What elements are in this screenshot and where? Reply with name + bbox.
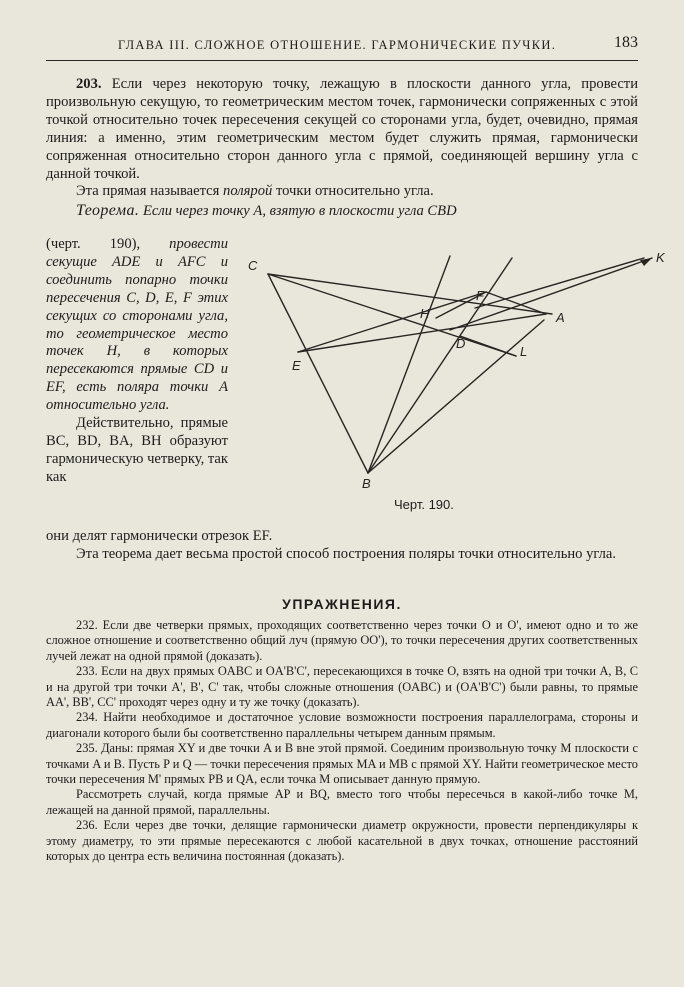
- section-203: [46, 76, 638, 221]
- figure-reference: (черт. 190),: [46, 236, 170, 252]
- label-b: B: [362, 476, 371, 490]
- theorem-statement: провести секущие ADE и AFC и соединить попарно точки пересечения C, D, E, F этих секущих со сторонами угла, то геометрическое место точек H, в которых пересекаются прямые CD и EF, есть поляра точки A относительно угла.: [46, 236, 228, 414]
- label-l: L: [520, 344, 528, 359]
- line-cd: [268, 274, 516, 356]
- paragraph-number: 203.: [76, 76, 102, 92]
- proof-last-line: они делят гармонически отрезок EF.: [46, 528, 273, 544]
- theorem-body: [46, 236, 228, 415]
- exercise-233: 233. Если на двух прямых OABC и OA'B'C', пересекающихся в точке O, взять на одной три точки A, B, C и на другой три точки A', B', C' так, чтобы сложные отношения (OABC) и (OA'B'C') были равны, то прямые AA', BB', CC' проходят через одну и ту же точку (доказать).: [46, 664, 638, 710]
- label-e: E: [292, 358, 301, 373]
- line-ca: [268, 274, 552, 314]
- line-cb: [268, 274, 368, 473]
- label-c: C: [248, 258, 258, 273]
- line-dl: [460, 336, 516, 356]
- paragraph-text: Если через некоторую точку, лежащую в плоскости данного угла, провести произвольную секущую, то геометрическим местом точек, гармонически сопряженных с этой точкой относительно точек пересечения секущей со сторонами угла, будет, очевидно, прямая линия: а именно, этим геометрическим местом будет служить прямая, гармонически сопряженная относительно сторон данного угла с прямой, соединяющей вершину угла с данной точкой.: [46, 76, 638, 182]
- paragraph-203: [46, 76, 638, 183]
- chapter-title: ГЛАВА III. СЛОЖНОЕ ОТНОШЕНИЕ. ГАРМОНИЧЕСКИЕ ПУЧКИ.: [118, 38, 557, 52]
- figure-caption: Черт. 190.: [394, 497, 454, 512]
- theorem-first-line: [46, 201, 638, 221]
- polar-text-before: Эта прямая называется: [76, 183, 224, 200]
- page-number: 183: [614, 34, 638, 51]
- label-d: D: [456, 336, 466, 351]
- exercise-236: 236. Если через две точки, делящие гармонически диаметр окружности, провести перпендикуляры к этому диаметру, то эти прямые пересекаются с любой касательной в двух точках, отношение расстояний которых до центра есть величина постоянная (доказать).: [46, 818, 638, 864]
- exercise-235: 235. Даны: прямая XY и две точки A и B вне этой прямой. Соединим произвольную точку M плоскости с точками A и B. Пусть P и Q — точки пересечения прямых MA и MB с прямой XY. Найти геометрическое место точки пересечения M' прямых PB и QA, если точка M описывает данную прямую.: [46, 741, 638, 787]
- theorem-heading: Теорема.: [76, 202, 140, 220]
- figure-190: [240, 240, 680, 490]
- label-k: K: [656, 250, 665, 265]
- header-rule: [46, 60, 638, 61]
- exercise-234: 234. Найти необходимое и достаточное условие возможности построения параллелограма, стороны и диагонали которого были бы соответственно параллельны четырем данным прямым.: [46, 710, 638, 740]
- exercise-232: 232. Если две четверки прямых, проходящих соответственно через точки O и O', имеют одно и то же сложное отношение и соответственно общий луч (прямую OO'), то точки пересечения других соответственных лучей лежат на одной прямой (доказать).: [46, 618, 638, 663]
- label-h: H: [420, 306, 430, 321]
- label-f: F: [476, 288, 484, 303]
- polar-text-after: точки относительно угла.: [272, 183, 434, 200]
- exercise-235-case: Рассмотреть случай, когда прямые AP и BQ, вместо того чтобы пересечься в какой-либо точке M, лежащей на данной прямой, параллельны.: [46, 787, 638, 817]
- line-fk: [475, 258, 644, 308]
- label-a: A: [556, 310, 565, 325]
- polar-term: полярой: [223, 183, 273, 200]
- line-bh: [368, 256, 450, 473]
- theorem-column: [46, 236, 228, 487]
- proof-text: Действительно, прямые BC, BD, BA, BH образуют гармоническую четверку, так как: [46, 415, 228, 485]
- exercises-list: [46, 618, 638, 865]
- closing-paragraph: Эта теорема дает весьма простой способ построения поляры точки относительно угла.: [76, 545, 617, 562]
- theorem-first-text: Если через точку A, взятую в плоскости угла CBD: [139, 203, 457, 220]
- exercises-title: УПРАЖНЕНИЯ.: [282, 596, 402, 612]
- proof-continuation: [46, 528, 638, 564]
- polar-definition: [46, 183, 638, 201]
- line-bf: [368, 258, 512, 473]
